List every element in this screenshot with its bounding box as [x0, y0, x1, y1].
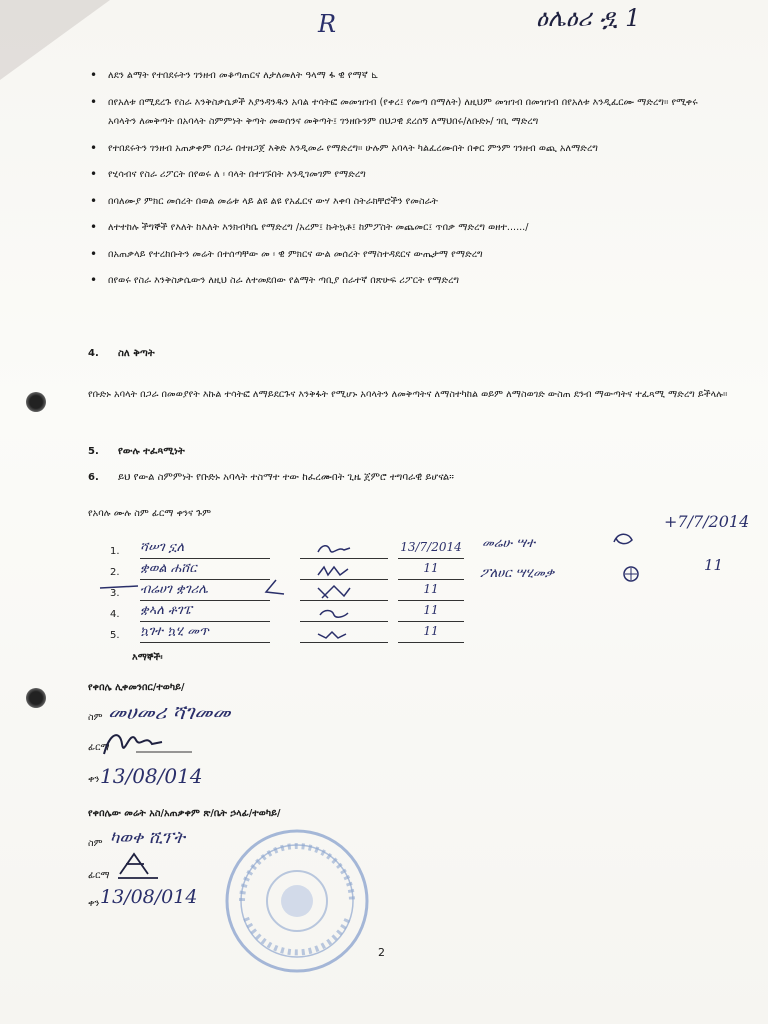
- row-number: 2.: [110, 567, 120, 578]
- section-text: ይህ የውል ስምምነት የቡድኑ አባላት ተስማተ ተው ከፈረሙበት ጊዜ ጀምሮ ተግባራዊ ይሆናል።: [118, 472, 454, 483]
- section-4-text: የቡድኑ አባላት በጋራ በመወያየት እኩል ተሳትፎ ለማይደርጉና እንቅፋት የሚሆኑ አባላትን ለመቅጣትና ለማስተካከል ወይም ለማስወገድ ውስጠ ደንብ ማውጣትና ተፈጻሚ ማድረግ ይችላሉ።: [88, 389, 728, 400]
- landuse-date-value: 13/08/014: [100, 886, 198, 908]
- chair-date-value: 13/08/014: [100, 764, 203, 788]
- chair-name-label: ስም: [88, 712, 103, 723]
- signature-date: 11: [398, 603, 464, 622]
- handwritten-page-label: ዕሌዕሪ ዷ 1: [536, 4, 641, 32]
- signature-date: 11: [398, 561, 464, 580]
- section-title: ስለ ቅጣት: [118, 348, 155, 359]
- row-number: 4.: [110, 609, 120, 620]
- signatory-name: ኳገተ ኳሂ መጥ: [140, 624, 270, 643]
- landuse-date-label: ቀን: [88, 898, 100, 909]
- list-item: • የሂሳብና የስራ ሪፖርት በየወሩ ለ ፡ ባላት በተገኙበት እንዲገመገም የማድረግ: [108, 165, 718, 185]
- page-number: 2: [378, 946, 385, 959]
- handwritten-date-ditto: 11: [704, 556, 724, 574]
- landuse-name-label: ስም: [88, 838, 103, 849]
- section-6: [88, 472, 454, 483]
- witness-signature-2: [620, 564, 642, 584]
- official-stamp: [222, 826, 372, 976]
- chair-date-label: ቀን: [88, 774, 100, 785]
- list-item: • ለተተከሉ ችግኞች የእለት ከእለት እንክብካቤ የማድረግ /አረም፤ ኩትኳቶ፤ ከምፖስት መጨመር፤ ጥበቃ ማድረግ ወዘተ....../: [108, 218, 718, 238]
- section-title: የውሉ ተፈጻሚነት: [118, 446, 185, 457]
- chair-name-value: መሀመሪ ሻገመመ: [108, 700, 231, 724]
- signature-date: 11: [398, 582, 464, 601]
- witnesses-label: እማኞች፡: [132, 652, 163, 663]
- signature-date: 11: [398, 624, 464, 643]
- signatory-name: ቋኣለ ቶገፔ: [140, 603, 270, 622]
- section-5-heading: [88, 446, 185, 457]
- punch-hole-bottom: [26, 688, 46, 708]
- list-item: • የተበደሩትን ገንዘብ አጠቃቀም በጋራ በተዘጋጀ እቅድ እንዲመራ የማድረግ። ሁሉም አባላት ካልፈረሙበት በቀር ምንም ገንዘብ ወጪ አለማድረግ: [108, 139, 718, 159]
- section-number: 5.: [88, 446, 99, 457]
- handwritten-date: +7/7/2014: [664, 512, 750, 531]
- section-number: 4.: [88, 348, 99, 359]
- handwritten-witness-1: መሬሁ ሣተ: [482, 536, 535, 551]
- punch-hole-top: [26, 392, 46, 412]
- signature: [300, 542, 388, 559]
- signatory-name: ብሬሀገ ቋገሪሌ: [140, 582, 270, 601]
- signature: [300, 563, 388, 580]
- handwritten-witness-2: ፖለሀር ሣሂመቃ: [480, 566, 555, 581]
- section-4-heading: [88, 348, 155, 359]
- signature-date: 13/7/2014: [398, 540, 464, 559]
- signature: [300, 626, 388, 643]
- signatory-name: ቋወል ሐሸር: [140, 561, 270, 580]
- section-number: 6.: [88, 472, 99, 483]
- signatories-heading: የአባሉ ሙሉ ስም ፊርማ ቀንና ጉም: [88, 508, 212, 519]
- list-item: • በባለሙያ ምክር መሰረት በወል መሬቱ ላይ ልዩ ልዩ የአፈርና ውሃ እቀባ ስትራክቸሮችን የመስራት: [108, 192, 718, 212]
- landuse-name-value: ካወቀ ሺፕት: [110, 828, 185, 848]
- list-item: • በየወሩ የስራ እንቅስቃሴውን ለዚህ ስራ ለተመደበው የልማት ጣቢያ ሰራተኛ በጽሁፍ ሪፖርት የማድረግ: [108, 271, 718, 291]
- landuse-signature: [114, 848, 164, 882]
- handwritten-mark: R: [318, 10, 337, 38]
- signature: [300, 605, 388, 622]
- duties-list: [108, 66, 718, 298]
- list-item: • በየአለቱ በሚደረጉ የስራ እንቅስቃሴዎች እያንዳንዱን አባል ተሳትፎ መመዝገብ (የቀረ፤ የመጣ በማለት) ለዚህም መዝገብ በመዝገብ በየአለቱ እንዲፈርሙ ማድረግ። የሚቀሩ አባላትን ለመቅጣት በአባላት ስምምነት ቅጣት መወሰንና መቅጣት፤ ገንዘቡንም በህጋዊ ደረሰኝ ለማህበሩ/ለቡድኑ/ ገቢ ማድረግ: [108, 93, 718, 132]
- list-item: • ለደን ልማት የተበደሩትን ገንዘብ መቆጣጠርና ለታለመለት ዓላማ ፋ ዊ የማኛ ⊾: [108, 66, 718, 86]
- chair-signature-label: ፊርማ: [88, 742, 110, 753]
- chair-block-title: የቀበሌ ሊቀመንበር/ተወካይ/: [88, 682, 185, 693]
- row-number: 5.: [110, 630, 120, 641]
- chair-signature: [96, 724, 196, 764]
- handwritten-strike-line: [98, 578, 288, 600]
- landuse-signature-label: ፊርማ: [88, 870, 110, 881]
- landuse-block-title: የቀበሌው መሬት አስ/አጠቃቀም ጽ/ቤት ኃላፊ/ተወካይ/: [88, 808, 281, 819]
- signatory-name: ሻሠገ ኗለ: [140, 540, 270, 559]
- row-number: 1.: [110, 546, 120, 557]
- witness-signature-1: [612, 530, 636, 550]
- list-item: • በአጠቃላይ የተረከቡትን መሬት በተሰጣቸው መ ፡ ዊ ምክርና ውል መሰረት የማስተዳደርና ውጤታማ የማድረግ: [108, 245, 718, 265]
- signature: [300, 584, 388, 601]
- row-number: 3.: [110, 588, 120, 599]
